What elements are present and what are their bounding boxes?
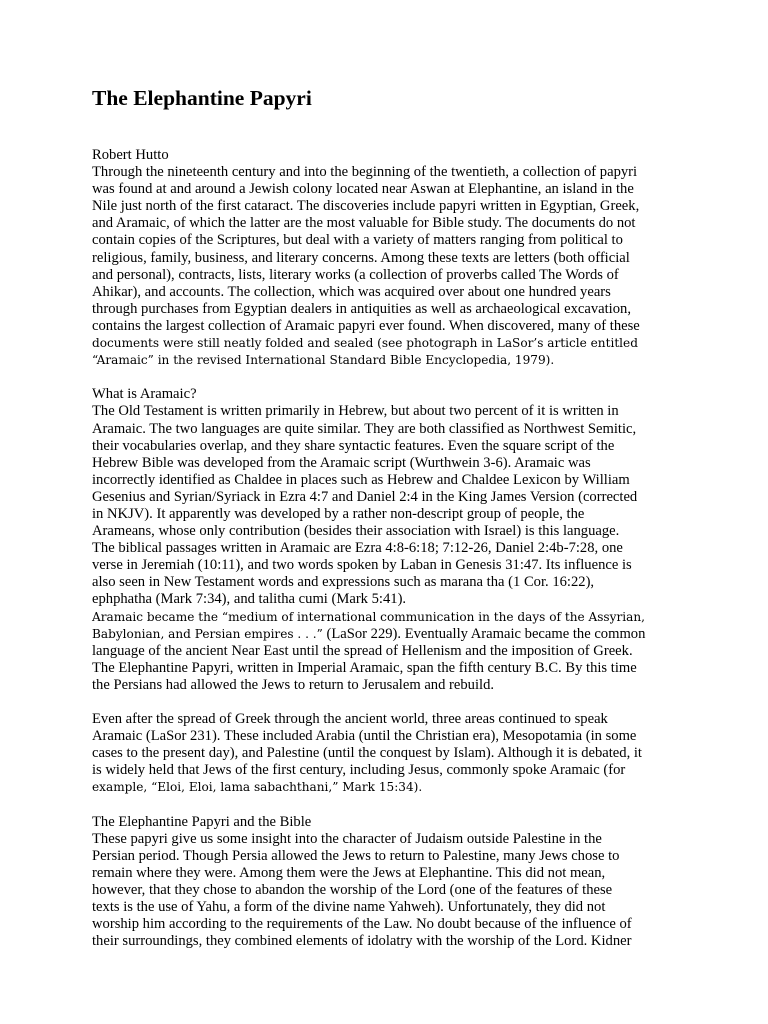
- aramaic-paragraph: [92, 403, 684, 694]
- text-line: “Aramaic” in the revised International Standard Bible Encyclopedia, 1979).: [92, 353, 555, 368]
- text-line: their surroundings, they combined elements of idolatry with the worship of the Lord. Kidner: [92, 933, 632, 950]
- text-line: Persian period. Though Persia allowed the Jews to return to Palestine, many Jews chose to: [92, 847, 620, 864]
- text-line: documents were still neatly folded and sealed (see photograph in LaSor’s article entitled: [92, 336, 638, 351]
- text-line: through purchases from Egyptian dealers in antiquities as well as archaeological excavation,: [92, 300, 631, 317]
- text-line: [92, 626, 684, 643]
- author-name: Robert Hutto: [92, 147, 169, 163]
- text-line: was found at and around a Jewish colony located near Aswan at Elephantine, an island in the: [92, 181, 634, 198]
- text-line: contains the largest collection of Aramaic papyri ever found. When discovered, many of these: [92, 317, 640, 334]
- text-line: and Aramaic, of which the latter are the most valuable for Bible study. The documents do not: [92, 215, 636, 232]
- text-line: remain where they were. Among them were the Jews at Elephantine. This did not mean,: [92, 864, 606, 881]
- paragraph-gap: [92, 369, 684, 386]
- text-line: Ahikar), and accounts. The collection, which was acquired over about one hundred years: [92, 283, 611, 300]
- text-line: their vocabularies overlap, and they share syntactic features. Even the square script of the: [92, 437, 615, 454]
- text-line: verse in Jeremiah (10:11), and two words spoken by Laban in Genesis 31:47. Its influence is: [92, 557, 632, 574]
- intro-paragraph: [92, 164, 684, 369]
- text-line: Through the nineteenth century and into the beginning of the twentieth, a collection of papyri: [92, 164, 638, 181]
- text-line: The Old Testament is written primarily in Hebrew, but about two percent of it is written in: [92, 403, 619, 420]
- text-line: contain copies of the Scriptures, but deal with a variety of matters ranging from political to: [92, 232, 623, 249]
- paragraph-gap: [92, 694, 684, 711]
- text-line: Aramaic. The two languages are quite similar. They are both classified as Northwest Semitic,: [92, 420, 637, 437]
- quote-fragment: Babylonian, and Persian empires . . .”: [92, 626, 323, 641]
- document-page: [92, 84, 684, 950]
- text-line: ephphatha (Mark 7:34), and talitha cumi (Mark 5:41).: [92, 591, 407, 608]
- text-line: Even after the spread of Greek through the ancient world, three areas continued to speak: [92, 711, 608, 728]
- text-line: worship him according to the requirements of the Law. No doubt because of the influence of: [92, 916, 632, 933]
- text-line: Gesenius and Syrian/Syriack in Ezra 4:7 and Daniel 2:4 in the King James Version (corrected: [92, 488, 638, 505]
- text-line: Hebrew Bible was developed from the Aramaic script (Wurthwein 3-6). Aramaic was: [92, 454, 591, 471]
- text-line: Aramaic became the “medium of international communication in the days of the Assyrian,: [92, 609, 645, 624]
- text-line: also seen in New Testament words and expressions such as marana tha (1 Cor. 16:22),: [92, 574, 595, 591]
- text-line: The Elephantine Papyri, written in Imperial Aramaic, span the fifth century B.C. By this time: [92, 659, 637, 676]
- papyri-bible-paragraph: [92, 831, 684, 951]
- text-line: religious, family, business, and literary concerns. Among these texts are letters (both official: [92, 249, 630, 266]
- text-line: Arameans, whose only contribution (besides their association with Israel) is this language.: [92, 523, 620, 540]
- text-line: in NKJV). It apparently was developed by a rather non-descript group of people, the: [92, 505, 585, 522]
- document-title: The Elephantine Papyri: [92, 86, 312, 110]
- text-line: The biblical passages written in Aramaic are Ezra 4:8-6:18; 7:12-26, Daniel 2:4b-7:28, one: [92, 540, 623, 557]
- text-line: is widely held that Jews of the first century, including Jesus, commonly spoke Aramaic (for: [92, 762, 626, 779]
- text-line: Nile just north of the first cataract. The discoveries include papyri written in Egyptian, Greek,: [92, 198, 640, 215]
- text-line: the Persians had allowed the Jews to return to Jerusalem and rebuild.: [92, 676, 495, 693]
- section-heading: What is Aramaic?: [92, 386, 197, 403]
- text-line: language of the ancient Near East until the spread of Hellenism and the imposition of Greek.: [92, 642, 633, 659]
- text-line: These papyri give us some insight into the character of Judaism outside Palestine in the: [92, 830, 602, 847]
- text-line: cases to the present day), and Palestine (until the conquest by Islam). Although it is debated, it: [92, 745, 642, 762]
- paragraph-gap: [92, 797, 684, 814]
- section-heading: The Elephantine Papyri and the Bible: [92, 813, 312, 830]
- text-line: example, “Eloi, Eloi, lama sabachthani,” Mark 15:34).: [92, 780, 423, 795]
- text-fragment: (LaSor 229). Eventually Aramaic became the common: [322, 625, 646, 642]
- text-line: and personal), contracts, lists, literary works (a collection of proverbs called The Words of: [92, 266, 619, 283]
- text-line: Aramaic (LaSor 231). These included Arabia (until the Christian era), Mesopotamia (in some: [92, 728, 637, 745]
- text-line: incorrectly identified as Chaldee in places such as Hebrew and Chaldee Lexicon by William: [92, 471, 630, 488]
- text-line: texts is the use of Yahu, a form of the divine name Yahweh). Unfortunately, they did not: [92, 899, 606, 916]
- greek-spread-paragraph: [92, 711, 684, 796]
- text-line: however, that they chose to abandon the worship of the Lord (one of the features of these: [92, 882, 613, 899]
